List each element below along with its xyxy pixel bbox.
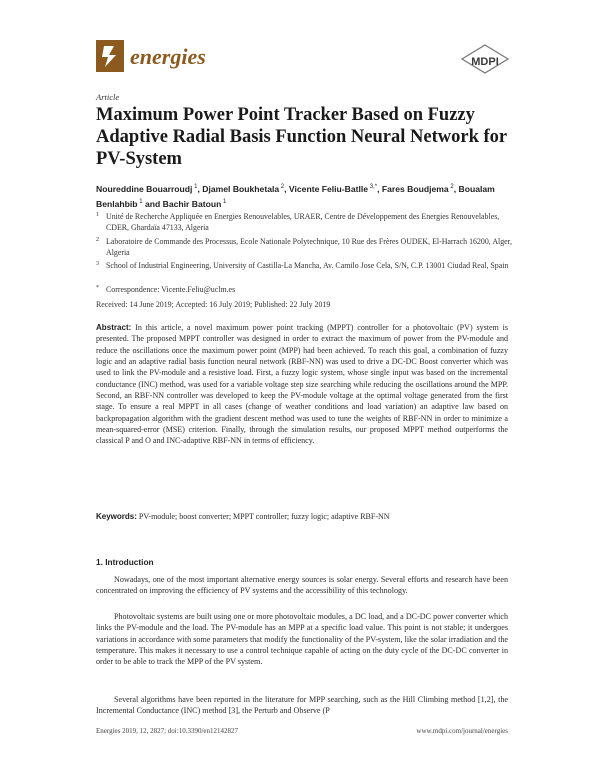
correspondence-email[interactable]: Correspondence: Vicente.Feliu@uclm.es xyxy=(106,285,236,294)
affiliation-mark: 2 xyxy=(96,237,99,243)
author-affiliation-mark: 2 xyxy=(448,184,454,190)
abstract xyxy=(96,322,508,447)
affiliation-text: School of Industrial Engineering, University of Castilla-La Mancha, Av. Camilo Jose Cela, S/N, C.P. 13001 Ciudad Real, Spain xyxy=(106,261,509,270)
author-affiliation-mark: 1 xyxy=(221,198,227,205)
journal-name: energies xyxy=(130,44,206,69)
keywords-label: Keywords: xyxy=(96,512,137,521)
affiliation-text: Unité de Recherche Appliquée en Energies Renouvelables, URAER, Centre de Développement des Energies Renouvelables, CDER, Ghardaïa 47133, Algeria xyxy=(106,212,500,232)
paragraph-3: Several algorithms have been reported in the literature for MPP searching, such as the Hill Climbing method [1,2], the Incremental Conductance (INC) method [3], the Perturb and Observe (P xyxy=(96,695,508,716)
abstract-label: Abstract: xyxy=(96,323,132,332)
publication-dates: Received: 14 June 2019; Accepted: 16 July 2019; Published: 22 July 2019 xyxy=(96,300,331,309)
keywords-text: PV-module; boost converter; MPPT controller; fuzzy logic; adaptive RBF-NN xyxy=(138,512,390,521)
author-affiliation-mark: 1 xyxy=(137,198,143,205)
affiliation-2 xyxy=(96,236,516,258)
author-affiliation-mark: 1 xyxy=(192,184,198,190)
affiliation-mark: * xyxy=(96,285,99,291)
publisher-name: MDPI xyxy=(471,56,499,68)
journal-logo-icon xyxy=(96,40,124,72)
paragraph-2: Photovoltaic systems are built using one or more photovoltaic modules, a DC load, and a DC-DC power converter which links the PV-module and the load. The PV-module has an MPP at a specific load value. This point is not stable; it undergoes variations in accordance with some parameters that modify the functionality of the PV-system, like the solar irradiation and the temperature. This makes it necessary to use a control technique capable of acting on the duty cycle of the DC-DC converter in order to be able to track the MPP of the PV system. xyxy=(96,612,508,667)
affiliation-1 xyxy=(96,211,516,233)
paragraph-1: Nowadays, one of the most important alternative energy sources is solar energy. Several efforts and research have been concentrated on improving the efficiency of PV systems and the accessibility of this technology. xyxy=(96,575,508,596)
authors-text: Noureddine Bouarroudj $^1$, Djamel Boukhetala $^2$, Vicente Feliu-Batlle $^{3,*}$, Fares Boudjema $^2$, Boualam Benlahbib $^1$ and Bachir Batoun $^1$ xyxy=(96,183,495,209)
footer-citation: Energies 2019, 12, 2827; doi:10.3390/en12142827 xyxy=(96,727,238,735)
author-list xyxy=(96,181,516,211)
article-type: Article xyxy=(96,92,120,102)
footer-url[interactable]: www.mdpi.com/journal/energies xyxy=(416,727,508,735)
affiliation-mark: 1 xyxy=(96,212,99,218)
affiliation-3 xyxy=(96,260,516,271)
author-affiliation-mark: 3,* xyxy=(368,184,378,190)
section-heading: 1. Introduction xyxy=(96,557,154,567)
abstract-text: In this article, a novel maximum power point tracking (MPPT) controller for a photovoltaic (PV) system is presented. The proposed MPPT controller was designed in order to extract the maximum of power from the PV-module and reduce the oscillations once the maximum power point (MPP) had been achieved. To reach this goal, a combination of fuzzy logic and an adaptive radial basis function neural network (RBF-NN) was used to drive a DC-DC Boost converter which was used to link the PV-module and a resistive load. First, a fuzzy logic system, whose single input was based on the incremental conductance (INC) method, was used for a variable voltage step size searching while reducing the oscillations around the MPP. Second, an RBF-NN controller was developed to keep the PV-module voltage at the optimal voltage generated from the first stage. To ensure a real MPPT in all cases (change of weather conditions and load variation) an adaptive law based on backpropagation algorithm with the gradient descent method was used to tune the weights of RBF-NN in order to minimize a mean-squared-error (MSE) criterion. Finally, through the simulation results, our proposed MPPT method outperforms the classical P and O and INC-adaptive RBF-NN in terms of efficiency. xyxy=(96,323,509,446)
mdpi-logo xyxy=(461,44,509,74)
affiliation-mark: 3 xyxy=(96,261,99,267)
keywords xyxy=(96,512,508,521)
author-affiliation-mark: 2 xyxy=(279,184,285,190)
correspondence xyxy=(96,284,516,295)
paper-title: Maximum Power Point Tracker Based on Fuzzy Adaptive Radial Basis Function Neural Network for PV-System xyxy=(96,105,507,169)
affiliation-text: Laboratoire de Commande des Processus, Ecole Nationale Polytechnique, 10 Rue des Frères OUDEK, El-Harrach 16200, Alger, Algeria xyxy=(106,237,512,257)
